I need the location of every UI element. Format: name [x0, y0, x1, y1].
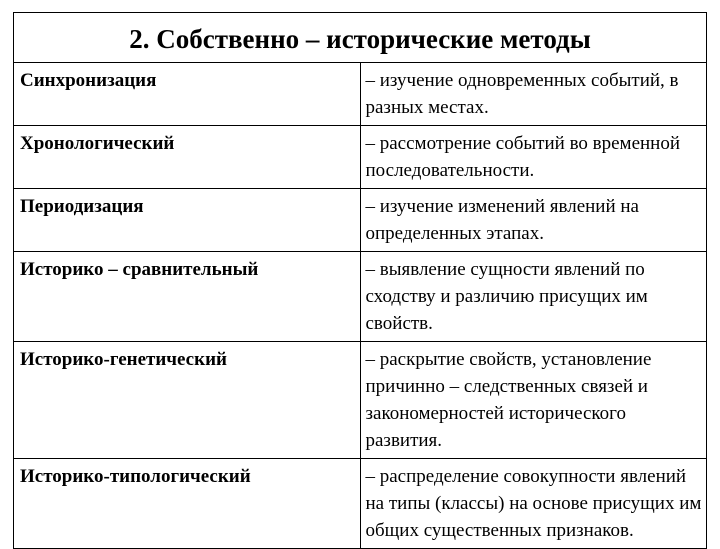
method-description: – распределение совокупности явлений на типы (классы) на основе присущих им общих существенных признаков.: [360, 459, 707, 549]
method-term: Периодизация: [14, 189, 361, 252]
table-title: 2. Собственно – исторические методы: [14, 13, 707, 63]
method-description: – изучение одновременных событий, в разных местах.: [360, 63, 707, 126]
table-row-sync: [14, 63, 707, 126]
method-term: Хронологический: [14, 126, 361, 189]
table-row-genetic: [14, 342, 707, 459]
method-term: Синхронизация: [14, 63, 361, 126]
table-row-comparative: [14, 252, 707, 342]
method-description: – выявление сущности явлений по сходству и различию присущих им свойств.: [360, 252, 707, 342]
method-term: Историко – сравнительный: [14, 252, 361, 342]
title-row: [14, 13, 707, 63]
method-description: – рассмотрение событий во временной последовательности.: [360, 126, 707, 189]
method-description: – изучение изменений явлений на определенных этапах.: [360, 189, 707, 252]
table-row-chrono: [14, 126, 707, 189]
method-term: Историко-генетический: [14, 342, 361, 459]
table-row-typological: [14, 459, 707, 549]
method-term: Историко-типологический: [14, 459, 361, 549]
method-description: – раскрытие свойств, установление причинно – следственных связей и закономерностей исторического развития.: [360, 342, 707, 459]
methods-table: [13, 12, 707, 549]
table-row-period: [14, 189, 707, 252]
